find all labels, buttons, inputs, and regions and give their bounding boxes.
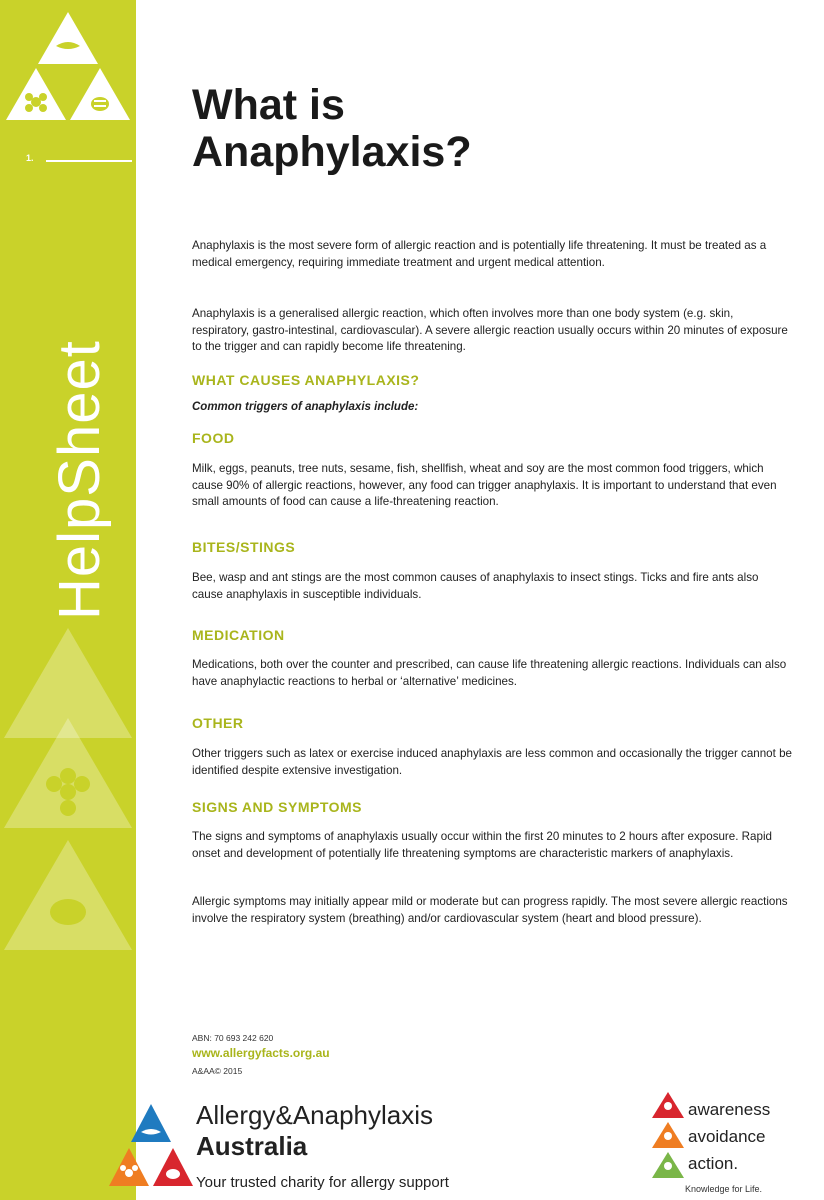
intro-paragraph-2	[192, 306, 792, 356]
sidebar-band	[0, 0, 136, 1200]
signs-text-2: Allergic symptoms may initially appear mild or moderate but can progress rapidly. The most severe allergic reactions involve the respiratory system (breathing) and/or cardiovascular system (heart and blood pressure).	[192, 895, 788, 925]
causes-subheading: Common triggers of anaphylaxis include:	[192, 401, 419, 413]
faint-bee-triangle-icon	[4, 840, 132, 950]
triangle-logo-icon	[6, 12, 130, 124]
bites-text: Bee, wasp and ant stings are the most common causes of anaphylaxis to insect stings. Ticks and fire ants also cause anaphylaxis in susceptible individuals.	[192, 571, 759, 601]
copyright-note: A&AA© 2015	[192, 1066, 243, 1076]
other-heading: OTHER	[192, 715, 244, 731]
org-tagline: Your trusted charity for allergy support	[196, 1174, 449, 1191]
intro-text-1: Anaphylaxis is the most severe form of allergic reaction and is potentially life threatening. It must be treated as a medical emergency, requiring immediate treatment and urgent medical attention.	[192, 239, 767, 269]
other-section	[192, 746, 792, 779]
signs-section-2	[192, 894, 792, 927]
intro-text-2: Anaphylaxis is a generalised allergic reaction, which often involves more than one body system (e.g. skin, respiratory, gastro-intestinal, cardiovascular). A severe allergic reaction usually occurs within 20 minutes of exposure to the trigger and can rapidly become life threatening.	[192, 307, 788, 353]
org-name-line2: Australia	[196, 1131, 308, 1161]
aaa-word-avoidance: avoidance	[688, 1127, 766, 1146]
page-title: What is Anaphylaxis?	[192, 81, 472, 176]
intro-paragraph-1	[192, 238, 792, 271]
org-logo-icon	[108, 1104, 194, 1190]
bites-section	[192, 570, 792, 603]
org-name-line1: Allergy&Anaphylaxis	[196, 1100, 434, 1130]
faint-flower-triangle-icon	[4, 718, 132, 828]
food-section	[192, 461, 792, 511]
page-number: 1.	[26, 153, 34, 163]
food-heading: FOOD	[192, 430, 235, 446]
sidebar-rule	[46, 160, 132, 162]
signs-text-1: The signs and symptoms of anaphylaxis usually occur within the first 20 minutes to 2 hours after exposure. Rapid onset and development of potentially life threatening symptoms are characteristic markers of anaphylaxis.	[192, 830, 772, 860]
bites-heading: BITES/STINGS	[192, 539, 296, 555]
helpsheet-label	[46, 220, 112, 620]
website-link[interactable]: www.allergyfacts.org.au	[192, 1046, 330, 1060]
medication-heading: MEDICATION	[192, 627, 285, 643]
helpsheet-text: HelpSheet	[47, 340, 112, 620]
medication-section	[192, 657, 792, 690]
other-text: Other triggers such as latex or exercise induced anaphylaxis are less common and occasionally the trigger cannot be identified despite extensive investigation.	[192, 747, 792, 777]
aaa-figures-icon	[650, 1092, 686, 1178]
aaa-tagline: Knowledge for Life.	[685, 1184, 763, 1194]
signs-section-1	[192, 829, 792, 862]
aaa-word-action: action.	[688, 1154, 739, 1173]
abn-number: ABN: 70 693 242 620	[192, 1033, 274, 1043]
signs-heading: SIGNS AND SYMPTOMS	[192, 799, 363, 815]
food-text: Milk, eggs, peanuts, tree nuts, sesame, fish, shellfish, wheat and soy are the most common food triggers, which cause 90% of allergic reactions, however, any food can trigger anaphylaxis. It is important to understand that even small amounts of food can cause a life-threatening reaction.	[192, 462, 777, 508]
aaa-word-awareness: awareness	[688, 1100, 771, 1119]
causes-heading: WHAT CAUSES ANAPHYLAXIS?	[192, 372, 420, 388]
medication-text: Medications, both over the counter and prescribed, can cause life threatening allergic reactions. Individuals can also have anaphylactic reactions to herbal or ‘alternative’ medicines.	[192, 658, 787, 688]
